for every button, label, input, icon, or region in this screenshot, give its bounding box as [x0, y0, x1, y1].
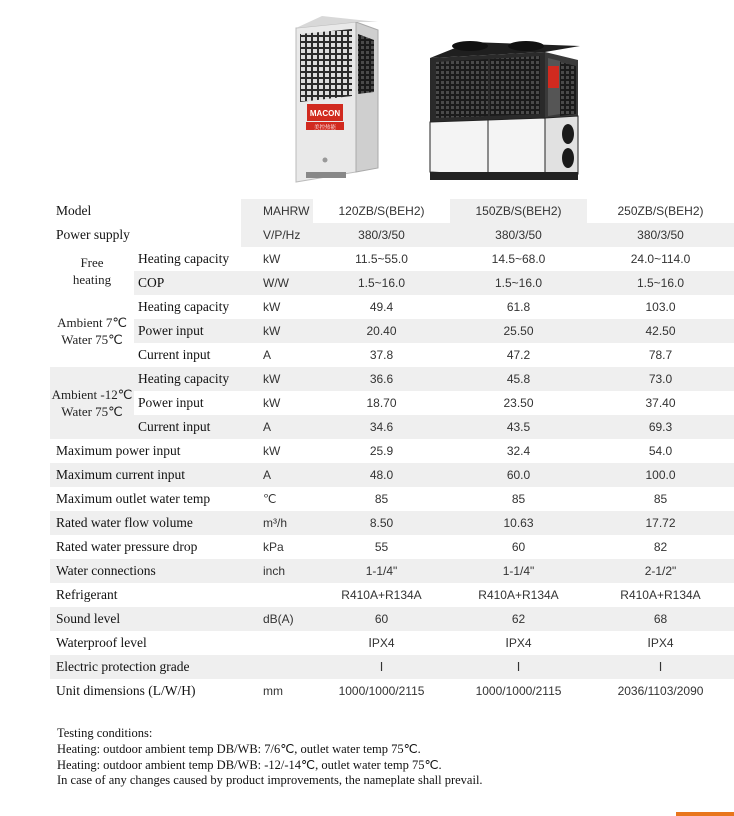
- cell: 8.50: [313, 511, 450, 535]
- table-row: [50, 487, 734, 511]
- row-unit: kPa: [263, 540, 284, 554]
- cell: 23.50: [503, 396, 534, 410]
- table-row: [50, 655, 734, 679]
- table-row: [50, 343, 734, 367]
- group-ambient-minus-12: [50, 367, 134, 439]
- group-ambient-7: [50, 295, 134, 367]
- table-row: [50, 271, 734, 295]
- row-label: Current input: [138, 347, 211, 362]
- row-label: Model: [56, 203, 92, 218]
- cell: 45.8: [450, 367, 587, 391]
- row-unit: inch: [241, 559, 313, 583]
- cell: Ⅰ: [313, 655, 450, 679]
- cell: Ⅰ: [587, 655, 734, 679]
- testing-notes: [57, 726, 717, 789]
- cell: 1.5~16.0: [313, 271, 450, 295]
- table-row: [50, 511, 734, 535]
- cell: 62: [450, 607, 587, 631]
- cell: 61.8: [506, 300, 531, 314]
- table-row: [50, 223, 734, 247]
- row-label: Sound level: [50, 607, 241, 631]
- cell: 60: [511, 540, 526, 554]
- cell: 14.5~68.0: [491, 252, 546, 266]
- group-free-heating: [50, 247, 134, 295]
- cell: 47.2: [506, 348, 531, 362]
- cell: 25.50: [450, 319, 587, 343]
- row-unit: A: [241, 463, 313, 487]
- model-150: 150ZB/S(BEH2): [450, 199, 587, 223]
- small-unit-image: [296, 16, 378, 182]
- row-unit: [241, 655, 313, 679]
- cell: 1-1/4": [450, 559, 587, 583]
- cell: 34.6: [313, 415, 450, 439]
- group-label-line: Ambient 7℃: [57, 315, 127, 330]
- row-unit: ℃: [263, 492, 277, 506]
- cell: 1-1/4": [313, 559, 450, 583]
- cell: 20.40: [313, 319, 450, 343]
- cell: 1.5~16.0: [587, 271, 734, 295]
- group-label-line: Ambient -12℃: [51, 387, 133, 402]
- group-label-line: Free: [80, 255, 104, 270]
- row-unit: kW: [263, 444, 281, 458]
- cell: 1000/1000/2115: [475, 684, 562, 698]
- row-label: Unit dimensions (L/W/H): [56, 683, 196, 698]
- cell: 10.63: [450, 511, 587, 535]
- row-unit: A: [263, 348, 272, 362]
- row-unit: [241, 631, 313, 655]
- cell: 380/3/50: [450, 223, 587, 247]
- cell: 24.0~114.0: [630, 252, 691, 266]
- table-row: [50, 367, 734, 391]
- table-row: [50, 631, 734, 655]
- row-label: Electric protection grade: [50, 655, 241, 679]
- row-unit: V/P/Hz: [241, 223, 313, 247]
- cell: 380/3/50: [587, 223, 734, 247]
- cell: 48.0: [313, 463, 450, 487]
- row-unit: MAHRW: [241, 199, 313, 223]
- row-label: Maximum current input: [50, 463, 241, 487]
- cell: 2-1/2": [587, 559, 734, 583]
- cell: 36.6: [313, 367, 450, 391]
- product-images: [0, 0, 734, 200]
- cell: 55: [374, 540, 389, 554]
- group-label-line: heating: [72, 272, 112, 287]
- cell: 1000/1000/2115: [338, 684, 425, 698]
- row-unit: mm: [263, 684, 283, 698]
- row-unit: [241, 583, 313, 607]
- row-unit: kW: [241, 319, 313, 343]
- cell: 25.9: [369, 444, 394, 458]
- table-row: [50, 559, 734, 583]
- cell: 85: [511, 492, 526, 506]
- spec-table: [50, 199, 734, 703]
- cell: 68: [587, 607, 734, 631]
- row-label: Rated water pressure drop: [56, 539, 198, 554]
- cell: 43.5: [450, 415, 587, 439]
- cell: 85: [653, 492, 668, 506]
- row-label: COP: [134, 271, 241, 295]
- table-row: [50, 607, 734, 631]
- cell: 73.0: [587, 367, 734, 391]
- row-label: Heating capacity: [138, 251, 230, 266]
- cell: Ⅰ: [450, 655, 587, 679]
- row-label: Refrigerant: [56, 587, 118, 602]
- cell: 17.72: [587, 511, 734, 535]
- table-row: [50, 439, 734, 463]
- row-label: Power supply: [50, 223, 241, 247]
- row-unit: kW: [263, 252, 281, 266]
- cell: 103.0: [645, 300, 676, 314]
- row-label: Water connections: [50, 559, 241, 583]
- cell: 18.70: [366, 396, 397, 410]
- table-row: [50, 415, 734, 439]
- note-line: In case of any changes caused by product improvements, the nameplate shall prevail.: [57, 773, 483, 788]
- row-label: Heating capacity: [134, 367, 241, 391]
- row-label: Power input: [134, 319, 241, 343]
- row-unit: kW: [241, 367, 313, 391]
- cell: ⅠPX4: [505, 636, 532, 650]
- row-unit: kW: [263, 300, 281, 314]
- table-row: [50, 583, 734, 607]
- table-row: [50, 247, 734, 271]
- row-label: Maximum power input: [56, 443, 181, 458]
- cell: 85: [374, 492, 389, 506]
- cell: 54.0: [648, 444, 673, 458]
- cell: 60: [313, 607, 450, 631]
- cell: 2036/1103/2090: [617, 684, 704, 698]
- table-row: [50, 535, 734, 559]
- cell: 60.0: [450, 463, 587, 487]
- row-label: Waterproof level: [56, 635, 147, 650]
- table-row: [50, 295, 734, 319]
- row-label: Heating capacity: [138, 299, 230, 314]
- model-120: 120ZB/S(BEH2): [338, 204, 425, 218]
- cell: 78.7: [648, 348, 673, 362]
- model-250: 250ZB/S(BEH2): [617, 204, 704, 218]
- group-label-line: Water 75℃: [61, 404, 123, 419]
- row-label: Rated water flow volume: [50, 511, 241, 535]
- row-unit: m³/h: [241, 511, 313, 535]
- table-row: [50, 391, 734, 415]
- row-label: Current input: [134, 415, 241, 439]
- cell: R410A+R134A: [620, 588, 701, 602]
- logo-subtext: 美控热能: [313, 125, 337, 131]
- cell: 32.4: [506, 444, 531, 458]
- corner-accent-bar: [676, 812, 734, 816]
- cell: R410A+R134A: [478, 588, 559, 602]
- row-unit: A: [241, 415, 313, 439]
- cell: 100.0: [587, 463, 734, 487]
- cell: ⅠPX4: [368, 636, 395, 650]
- cell: 11.5~55.0: [355, 252, 408, 266]
- table-row: [50, 319, 734, 343]
- header-row: [50, 199, 734, 223]
- cell: R410A+R134A: [341, 588, 422, 602]
- note-line: Heating: outdoor ambient temp DB/WB: 7/6℃, outlet water temp 75℃.: [57, 741, 421, 756]
- table-row: [50, 463, 734, 487]
- row-label: Maximum outlet water temp: [56, 491, 211, 506]
- large-unit-image: [430, 41, 580, 180]
- group-label-line: Water 75℃: [61, 332, 123, 347]
- cell: ⅠPX4: [647, 636, 674, 650]
- note-line: Heating: outdoor ambient temp DB/WB: -12/-14℃, outlet water temp 75℃.: [57, 757, 442, 772]
- cell: 82: [653, 540, 668, 554]
- row-unit: dB(A): [241, 607, 313, 631]
- cell: 37.40: [645, 396, 676, 410]
- note-line: Testing conditions:: [57, 726, 153, 740]
- cell: 1.5~16.0: [450, 271, 587, 295]
- cell: 49.4: [369, 300, 394, 314]
- cell: 69.3: [587, 415, 734, 439]
- cell: 42.50: [587, 319, 734, 343]
- row-unit: W/W: [241, 271, 313, 295]
- logo-text: MACON: [309, 109, 341, 118]
- cell: 37.8: [369, 348, 394, 362]
- table-row: [50, 679, 734, 703]
- row-label: Power input: [138, 395, 204, 410]
- row-unit: kW: [263, 396, 281, 410]
- cell: 380/3/50: [313, 223, 450, 247]
